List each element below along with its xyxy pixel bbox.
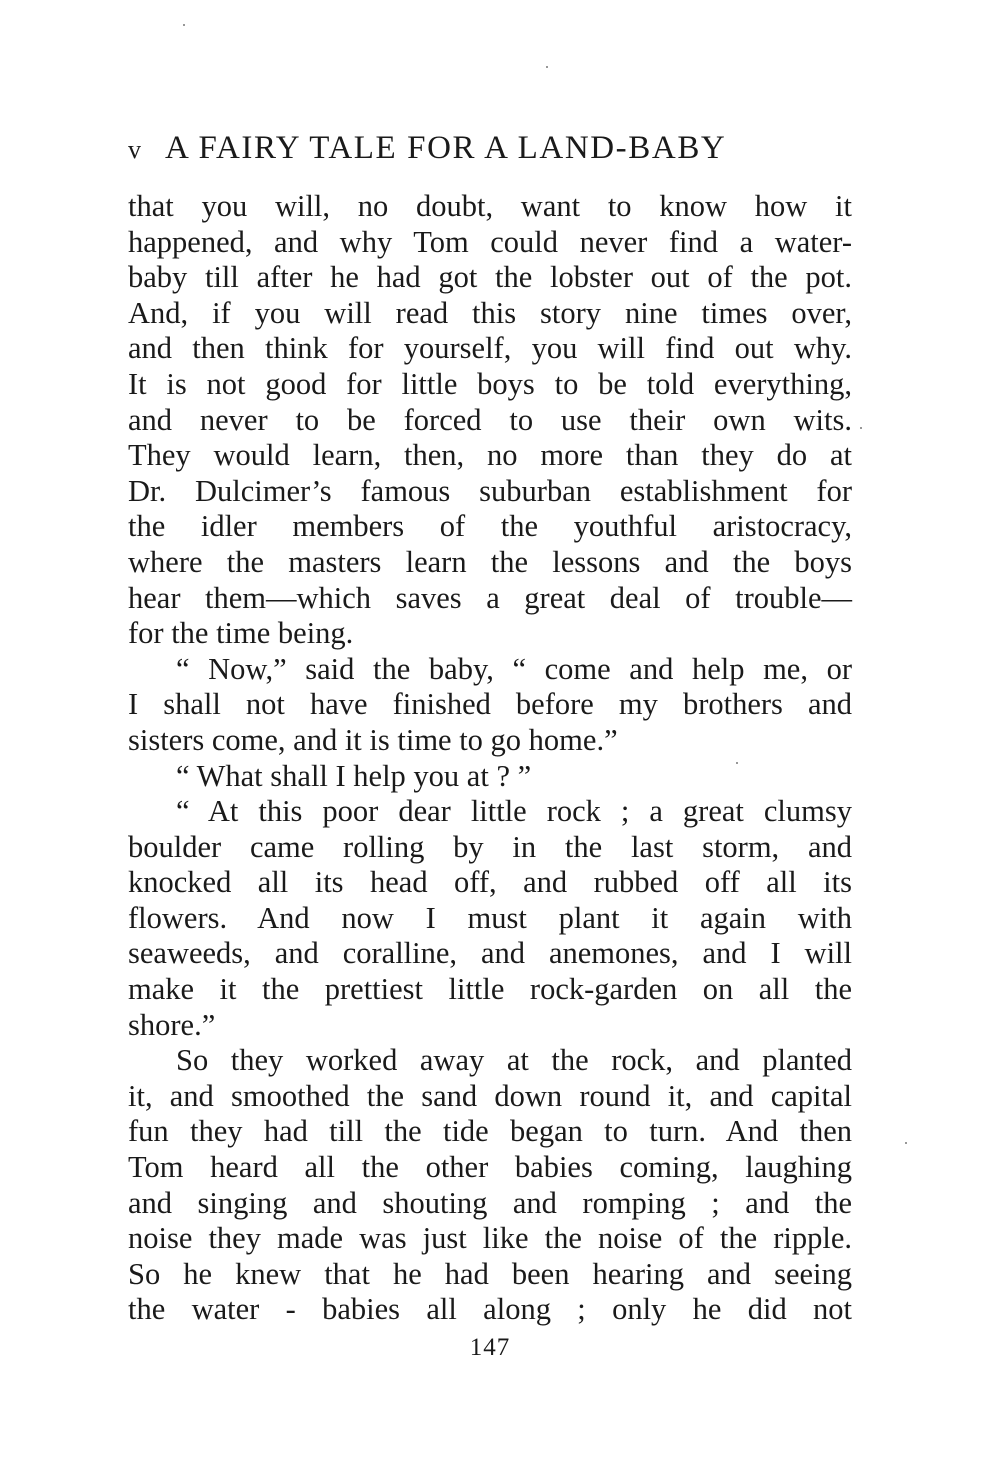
text-line: fun they had till the tide began to turn. And then (128, 1114, 852, 1149)
text-line: that you will, no doubt, want to know how it (128, 189, 852, 223)
text-line: It is not good for little boys to be told everything, (128, 366, 852, 401)
text-line: “ At this poor dear little rock ; a great clumsy (176, 794, 852, 829)
text-line: boulder came rolling by in the last storm, and (128, 829, 852, 864)
text-line: So he knew that he had been hearing and seeing (128, 1256, 852, 1291)
text-line: “ What shall I help you at ? ” (176, 758, 532, 793)
text-line: They would learn, then, no more than they do at (128, 438, 852, 473)
text-line: the idler members of the youthful aristocracy, (128, 509, 852, 544)
text-line: happened, and why Tom could never find a water- (128, 224, 852, 259)
text-line: “ Now,” said the baby, “ come and help me, or (176, 651, 852, 686)
text-line: baby till after he had got the lobster out of the pot. (128, 260, 852, 295)
text-line: shore.” (128, 1007, 216, 1042)
text-line: and never to be forced to use their own wits. (128, 402, 852, 437)
text-line: for the time being. (128, 616, 354, 651)
text-line: and then think for yourself, you will find out why. (128, 331, 852, 366)
text-line: make it the prettiest little rock-garden on all the (128, 972, 852, 1007)
running-title: A FAIRY TALE FOR A LAND-BABY (165, 130, 727, 166)
text-line: the water - babies all along ; only he did not (128, 1292, 852, 1327)
text-line: flowers. And now I must plant it again with (128, 900, 852, 935)
text-line: So they worked away at the rock, and planted (176, 1043, 852, 1078)
page-number: 147 (469, 1334, 511, 1361)
text-line: And, if you will read this story nine times over, (128, 295, 852, 330)
text-line: and singing and shouting and romping ; and the (128, 1185, 852, 1220)
text-line: seaweeds, and coralline, and anemones, and I will (128, 936, 852, 971)
text-line: hear them—which saves a great deal of trouble— (128, 580, 852, 615)
book-page (128, 130, 852, 1328)
text-line: where the masters learn the lessons and the boys (128, 544, 852, 579)
text-line: I shall not have finished before my brothers and (128, 687, 852, 722)
body-text (128, 189, 852, 1328)
paper-speck (546, 66, 548, 68)
text-line: it, and smoothed the sand down round it, and capital (128, 1078, 852, 1113)
paper-speck (183, 24, 185, 26)
paper-speck (905, 1142, 907, 1144)
paper-speck (736, 762, 738, 764)
text-line: Tom heard all the other babies coming, laughing (128, 1150, 852, 1185)
text-line: Dr. Dulcimer’s famous suburban establishment for (128, 473, 852, 508)
running-head (128, 130, 852, 167)
text-line: sisters come, and it is time to go home.” (128, 722, 618, 757)
chapter-number: v (128, 135, 141, 164)
paper-speck (860, 427, 862, 429)
text-line: noise they made was just like the noise of the ripple. (128, 1221, 852, 1256)
text-line: knocked all its head off, and rubbed off all its (128, 865, 852, 900)
